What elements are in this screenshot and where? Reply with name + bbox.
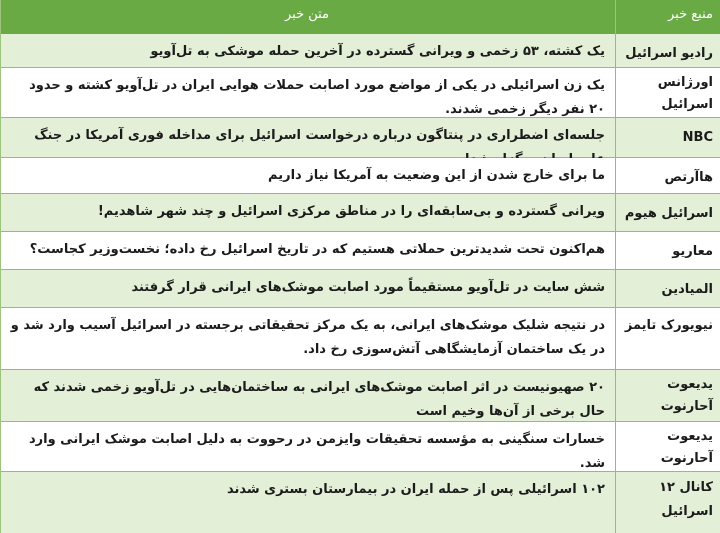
row-text: یک زن اسرائیلی در یکی از مواضع مورد اصابت حملات هوایی ایران در تل‌آویو کشته و حدود ۲۰ نفر دیگر زخمی شدند.: [29, 78, 605, 117]
row-source: نیویورک تایمز: [615, 308, 720, 369]
row-source: رادیو اسرائیل: [615, 34, 720, 67]
row-source: اورژانس اسرائیل: [615, 68, 720, 117]
row-text: یک کشته، ۵۳ زخمی و ویرانی گسترده در آخرین حمله موشکی به تل‌آویو: [150, 44, 605, 59]
table-row: [1, 68, 720, 118]
row-source: اسرائیل هیوم: [615, 194, 720, 231]
table-row: [1, 34, 720, 68]
table-row: [1, 422, 720, 472]
table-row: [1, 270, 720, 308]
table-row: [1, 232, 720, 270]
table-row: [1, 118, 720, 158]
row-text: ویرانی گسترده و بی‌سابقه‌ای را در مناطق مرکزی اسرائیل و چند شهر شاهدیم!: [97, 204, 605, 219]
header-text: متن خبر: [284, 7, 330, 22]
row-text: در نتیجه شلیک موشک‌های ایرانی، به یک مرکز تحقیقاتی برجسته در اسرائیل آسیب وارد شد و در یک ساختمان آزمایشگاهی آتش‌سوزی رخ داد.: [10, 318, 605, 357]
row-text: هم‌اکنون تحت شدیدترین حملاتی هستیم که در تاریخ اسرائیل رخ داده؛ نخست‌وزیر کجاست؟: [29, 242, 605, 257]
header-source: منبع خبر: [615, 0, 720, 34]
row-source: معاریو: [615, 232, 720, 269]
row-source: هاآرتص: [615, 158, 720, 193]
row-text: ۱۰۲ اسرائیلی پس از حمله ایران در بیمارستان بستری شدند: [226, 482, 605, 497]
row-text: ما برای خارج شدن از این وضعیت به آمریکا نیاز داریم: [268, 168, 605, 183]
table-row: [1, 370, 720, 422]
table-header: [1, 0, 720, 34]
row-source: المیادین: [615, 270, 720, 307]
row-source: یدیعوت آحارنوت: [615, 370, 720, 421]
row-source: NBC: [615, 118, 720, 157]
row-text: خسارات سنگینی به مؤسسه تحقیقات وایزمن در رحووت به دلیل اصابت موشک ایرانی وارد شد.: [28, 432, 605, 471]
row-source: یدیعوت آحارنوت: [615, 422, 720, 471]
table-row: [1, 308, 720, 370]
row-text: جلسه‌ای اضطراری در پنتاگون درباره درخواست اسرائیل برای مداخله فوری آمریکا در جنگ: [34, 128, 605, 143]
table-row: [1, 472, 720, 533]
row-text: شش سایت در تل‌آویو مستقیماً مورد اصابت موشک‌های ایرانی قرار گرفتند: [131, 280, 605, 295]
row-text: ۲۰ صهیونیست در اثر اصابت موشک‌های ایرانی به ساختمان‌هایی در تل‌آویو زخمی شدند که حال برخی از آن‌ها وخیم است: [33, 380, 605, 419]
row-source: کانال ۱۲ اسرائیل: [615, 472, 720, 533]
table-row: [1, 158, 720, 194]
table-row: [1, 194, 720, 232]
